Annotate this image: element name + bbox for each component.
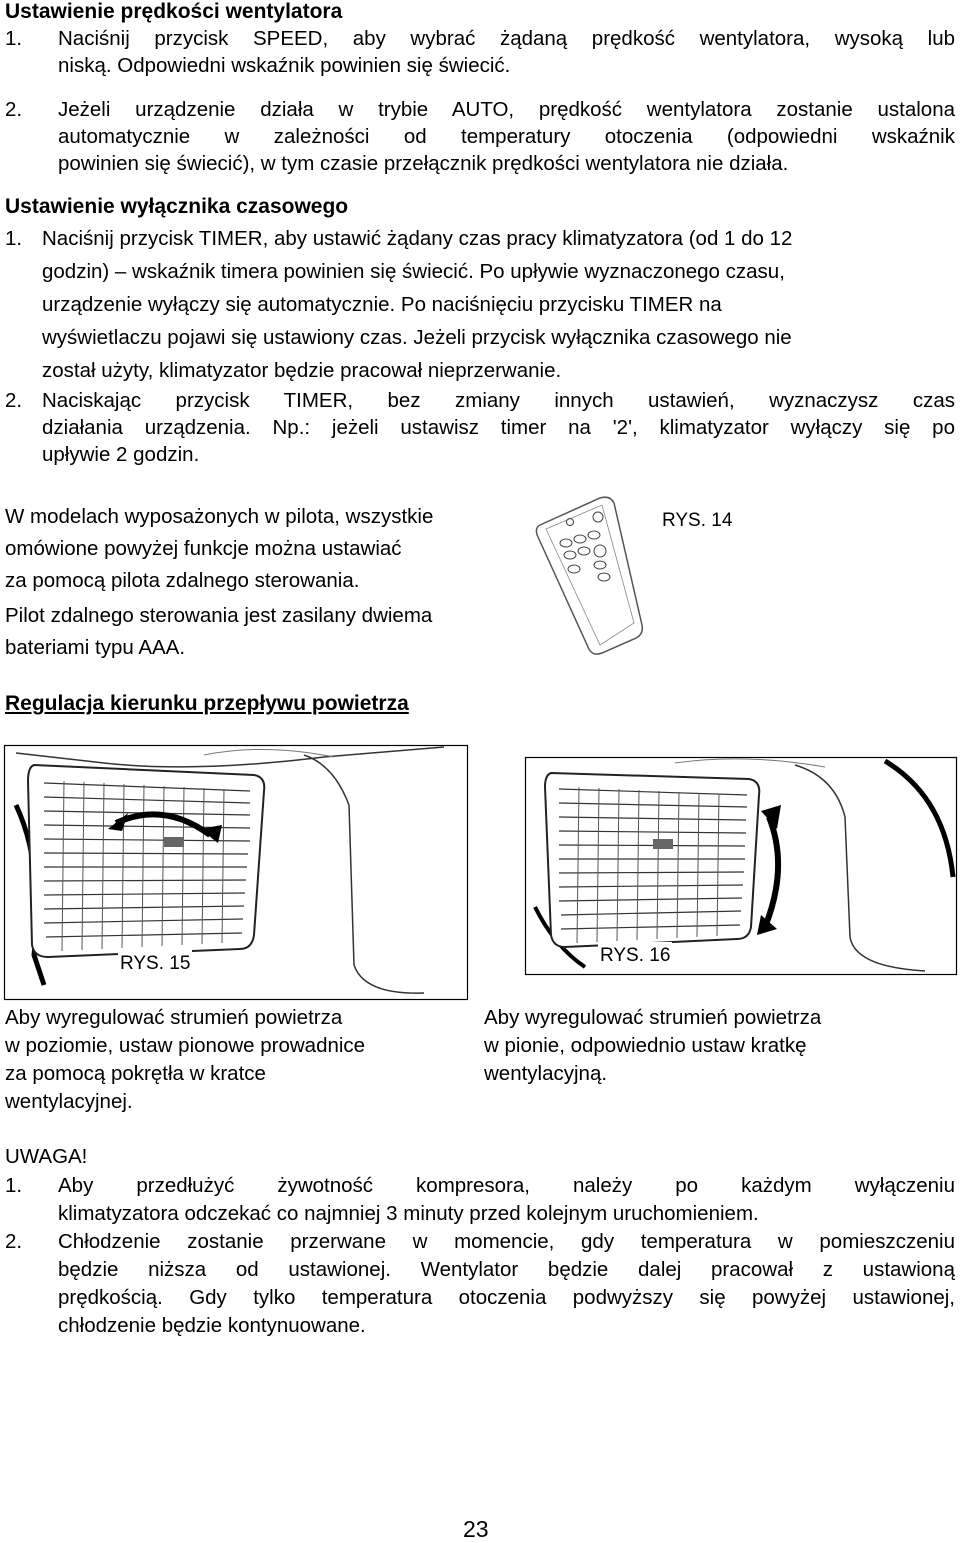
timer-item-2-number: 2.	[5, 389, 23, 412]
remote-text-line-2: omówione powyżej funkcje można ustawiać	[5, 537, 402, 560]
caption-15-line-4: wentylacyjnej.	[5, 1090, 133, 1113]
fan-item-2-line-2: automatycznie w zależności od temperatury otoczenia (odpowiedni wskaźnik	[58, 125, 955, 148]
warning-item-2-number: 2.	[5, 1230, 23, 1253]
fan-item-1-number: 1.	[5, 27, 23, 50]
fan-item-1-line-2: niską. Odpowiedni wskaźnik powinien się świecić.	[58, 54, 511, 77]
warning-item-2-line-4: chłodzenie będzie kontynuowane.	[58, 1314, 366, 1337]
page-number: 23	[463, 1516, 489, 1542]
warning-item-1-line-2: klimatyzatora odczekać co najmniej 3 minuty przed kolejnym uruchomieniem.	[58, 1202, 759, 1225]
warning-heading: UWAGA!	[5, 1145, 88, 1168]
timer-item-1-line-1: Naciśnij przycisk TIMER, aby ustawić żądany czas pracy klimatyzatora (od 1 do 12	[42, 227, 793, 250]
warning-item-1-line-1: Aby przedłużyć żywotność kompresora, należy po każdym wyłączeniu	[58, 1174, 955, 1197]
remote-control-illustration	[530, 495, 655, 660]
fan-item-2-line-1: Jeżeli urządzenie działa w trybie AUTO, prędkość wentylatora zostanie ustalona	[58, 98, 955, 121]
timer-item-1-line-5: został użyty, klimatyzator będzie pracował nieprzerwanie.	[42, 359, 562, 382]
fan-item-2-line-3: powinien się świecić), w tym czasie przełącznik prędkości wentylatora nie działa.	[58, 152, 789, 175]
caption-15-line-2: w poziomie, ustaw pionowe prowadnice	[5, 1034, 366, 1057]
figure-16-label: RYS. 16	[598, 942, 672, 969]
caption-15-line-3: za pomocą pokrętła w kratce	[5, 1062, 266, 1085]
remote-text-line-3: za pomocą pilota zdalnego sterowania.	[5, 569, 360, 592]
figure-16-illustration	[525, 757, 957, 975]
timer-item-2-line-3: upływie 2 godzin.	[42, 443, 200, 466]
warning-item-2-line-3: prędkością. Gdy tylko temperatura otoczenia podwyższy się powyżej ustawionej,	[58, 1286, 955, 1309]
timer-item-2-line-1: Naciskając przycisk TIMER, bez zmiany innych ustawień, wyznaczysz czas	[42, 389, 955, 412]
figure-14-label: RYS. 14	[662, 510, 733, 531]
caption-16-line-2: w pionie, odpowiednio ustaw kratkę	[484, 1034, 807, 1057]
warning-item-2-line-1: Chłodzenie zostanie przerwane w momencie, gdy temperatura w pomieszczeniu	[58, 1230, 955, 1253]
caption-15-line-1: Aby wyregulować strumień powietrza	[5, 1006, 343, 1029]
fan-speed-heading: Ustawienie prędkości wentylatora	[5, 0, 343, 23]
airflow-heading: Regulacja kierunku przepływu powietrza	[5, 692, 409, 715]
timer-item-1-line-2: godzin) – wskaźnik timera powinien się świecić. Po upływie wyznaczonego czasu,	[42, 260, 785, 283]
timer-item-2-line-2: działania urządzenia. Np.: jeżeli ustawisz timer na '2', klimatyzator wyłączy się po	[42, 416, 955, 439]
remote-text-line-1: W modelach wyposażonych w pilota, wszystkie	[5, 505, 434, 528]
timer-heading: Ustawienie wyłącznika czasowego	[5, 195, 349, 218]
timer-item-1-number: 1.	[5, 227, 23, 250]
figure-15-illustration	[4, 745, 468, 1000]
remote-text-line-5: bateriami typu AAA.	[5, 636, 186, 659]
fan-item-1-line-1: Naciśnij przycisk SPEED, aby wybrać żądaną prędkość wentylatora, wysoką lub	[58, 27, 955, 50]
timer-item-1-line-4: wyświetlaczu pojawi się ustawiony czas. Jeżeli przycisk wyłącznika czasowego nie	[42, 326, 792, 349]
figure-15-label: RYS. 15	[118, 950, 192, 977]
caption-16-line-1: Aby wyregulować strumień powietrza	[484, 1006, 822, 1029]
fan-item-2-number: 2.	[5, 98, 23, 121]
timer-item-1-line-3: urządzenie wyłączy się automatycznie. Po naciśnięciu przycisku TIMER na	[42, 293, 722, 316]
caption-16-line-3: wentylacyjną.	[484, 1062, 608, 1085]
remote-text-line-4: Pilot zdalnego sterowania jest zasilany dwiema	[5, 604, 433, 627]
warning-item-1-number: 1.	[5, 1174, 23, 1197]
warning-item-2-line-2: będzie niższa od ustawionej. Wentylator będzie dalej pracował z ustawioną	[58, 1258, 955, 1281]
